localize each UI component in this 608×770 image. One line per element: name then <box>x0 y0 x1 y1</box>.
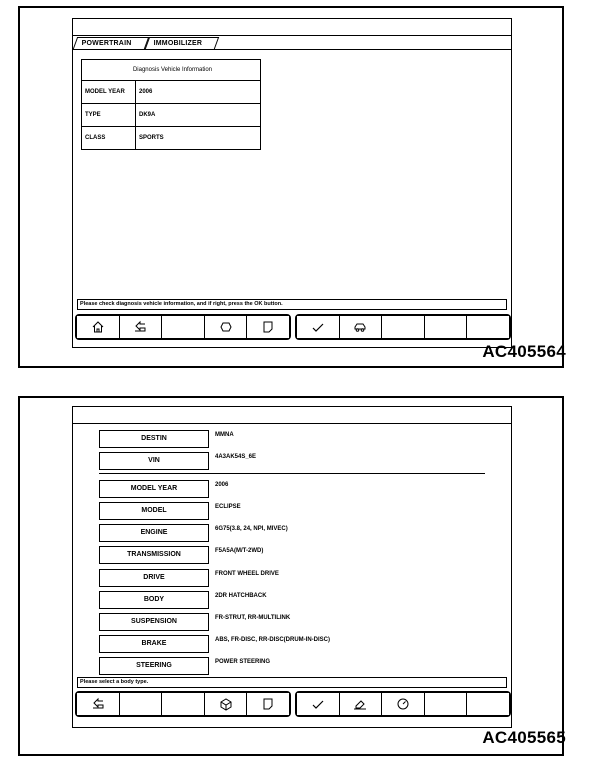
transmission-button[interactable]: TRANSMISSION <box>99 546 209 564</box>
blank-button[interactable] <box>382 316 425 338</box>
table-row <box>82 127 261 150</box>
row-value: SPORTS <box>136 127 261 150</box>
model-button[interactable]: MODEL <box>99 502 209 520</box>
body-value: 2DR HATCHBACK <box>215 593 267 599</box>
model-year-value: 2006 <box>215 482 229 488</box>
refresh-icon <box>219 320 233 334</box>
checkmark-icon <box>311 697 325 711</box>
vehicle-info-table <box>81 59 261 150</box>
erase-button[interactable] <box>340 693 383 715</box>
home-icon <box>91 320 105 334</box>
car-icon <box>353 320 367 334</box>
checkmark-icon <box>311 320 325 334</box>
body-type-screen <box>72 406 512 728</box>
engine-button[interactable]: ENGINE <box>99 524 209 542</box>
document-icon <box>261 697 275 711</box>
ok-button[interactable] <box>297 316 340 338</box>
home-button[interactable] <box>77 316 120 338</box>
blank-button[interactable] <box>467 316 509 338</box>
gauge-button[interactable] <box>382 693 425 715</box>
brake-button[interactable]: BRAKE <box>99 635 209 653</box>
suspension-button[interactable]: SUSPENSION <box>99 613 209 631</box>
toolbar-right-group <box>295 314 511 340</box>
status-message: Please check diagnosis vehicle information, and if right, press the OK button. <box>77 299 507 310</box>
blank-button[interactable] <box>425 316 468 338</box>
box-button[interactable] <box>205 693 248 715</box>
suspension-value: FR-STRUT, RR-MULTILINK <box>215 615 291 621</box>
row-key: CLASS <box>82 127 136 150</box>
destin-button[interactable]: DESTIN <box>99 430 209 448</box>
vin-button[interactable]: VIN <box>99 452 209 470</box>
toolbar-left-group <box>75 314 291 340</box>
table-header: Diagnosis Vehicle Information <box>82 60 261 81</box>
model-value: ECLIPSE <box>215 504 241 510</box>
toolbar-right-group <box>295 691 511 717</box>
toolbar <box>75 314 509 340</box>
eraser-icon <box>353 697 367 711</box>
model-year-button[interactable]: MODEL YEAR <box>99 480 209 498</box>
gauge-icon <box>396 697 410 711</box>
engine-value: 6G75(3.8, 24, NPI, MIVEC) <box>215 526 288 532</box>
tab-underline <box>73 49 511 50</box>
document-button[interactable] <box>247 693 289 715</box>
diagnosis-screen <box>72 18 512 348</box>
title-bar <box>73 19 511 36</box>
document-icon <box>261 320 275 334</box>
steering-value: POWER STEERING <box>215 659 271 665</box>
screenshot-panel-2 <box>18 396 564 756</box>
box-icon <box>219 697 233 711</box>
body-button[interactable]: BODY <box>99 591 209 609</box>
row-value: 2006 <box>136 81 261 104</box>
blank-button[interactable] <box>120 693 163 715</box>
figure-caption: AC405565 <box>482 728 566 747</box>
back-arrow-icon <box>91 697 105 711</box>
vehicle-button[interactable] <box>340 316 383 338</box>
row-key: MODEL YEAR <box>82 81 136 104</box>
table-row <box>82 104 261 127</box>
drive-button[interactable]: DRIVE <box>99 569 209 587</box>
steering-button[interactable]: STEERING <box>99 657 209 675</box>
document-button[interactable] <box>247 316 289 338</box>
tab-powertrain[interactable]: POWERTRAIN <box>73 37 149 49</box>
tab-immobilizer[interactable]: IMMOBILIZER <box>145 37 219 49</box>
brake-value: ABS, FR-DISC, RR-DISC(DRUM-IN-DISC) <box>215 637 330 643</box>
blank-button[interactable] <box>162 693 205 715</box>
blank-button[interactable] <box>162 316 205 338</box>
status-message: Please select a body type. <box>77 677 507 688</box>
screenshot-panel-1 <box>18 6 564 368</box>
toolbar-left-group <box>75 691 291 717</box>
back-button[interactable] <box>120 316 163 338</box>
blank-button[interactable] <box>425 693 468 715</box>
drive-value: FRONT WHEEL DRIVE <box>215 571 279 577</box>
title-bar <box>73 407 511 424</box>
blank-button[interactable] <box>467 693 509 715</box>
toolbar <box>75 691 509 717</box>
row-value: DK9A <box>136 104 261 127</box>
separator <box>99 473 485 474</box>
figure-caption: AC405564 <box>482 342 566 361</box>
refresh-button[interactable] <box>205 316 248 338</box>
vin-value: 4A3AK54S_6E <box>215 454 257 460</box>
ok-button[interactable] <box>297 693 340 715</box>
back-arrow-icon <box>133 320 147 334</box>
table-row <box>82 81 261 104</box>
row-key: TYPE <box>82 104 136 127</box>
destin-value: MMNA <box>215 432 234 438</box>
back-button[interactable] <box>77 693 120 715</box>
transmission-value: F5A5A(M/T-2WD) <box>215 548 264 554</box>
